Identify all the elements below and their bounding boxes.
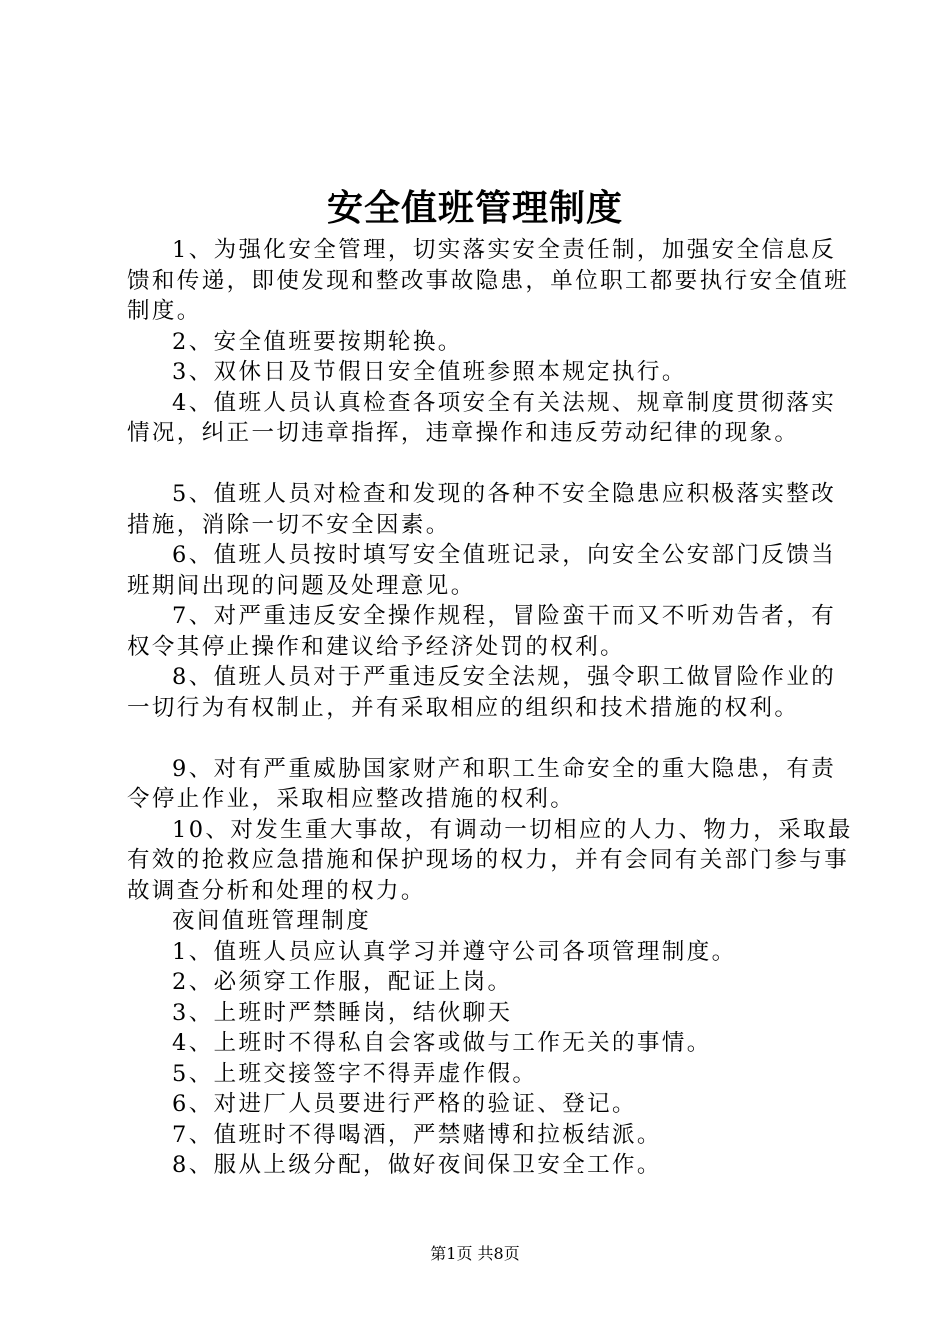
paragraph: 3、上班时严禁睡岗，结伙聊天: [172, 999, 513, 1026]
paragraph: 7、值班时不得喝酒，严禁赌博和拉板结派。: [172, 1121, 662, 1148]
paragraph: 3、双休日及节假日安全值班参照本规定执行。: [172, 359, 687, 385]
page-footer: 第1页 共8页: [430, 1244, 520, 1263]
paragraph: 10、对发生重大事故，有调动一切相应的人力、物力，采取最有效的抢救应急措施和保护现场的权力，并有会同有关部门参与事故调查分析和处理的权力。: [127, 816, 853, 904]
document-title: 安全值班管理制度: [326, 187, 623, 229]
paragraph: 1、为强化安全管理，切实落实安全责任制，加强安全信息反馈和传递，即使发现和整改事故隐患，单位职工都要执行安全值班制度。: [127, 237, 850, 324]
paragraph: 9、对有严重威胁国家财产和职工生命安全的重大隐患，有责令停止作业，采取相应整改措施的权利。: [127, 755, 837, 812]
paragraph: 4、上班时不得私自会客或做与工作无关的事情。: [172, 1030, 712, 1056]
paragraph: 1、值班人员应认真学习并遵守公司各项管理制度。: [172, 938, 737, 965]
paragraph: 2、必须穿工作服，配证上岗。: [172, 969, 513, 995]
paragraph: 6、值班人员按时填写安全值班记录，向安全公安部门反馈当班期间出现的问题及处理意见。: [127, 542, 837, 599]
paragraph: 4、值班人员认真检查各项安全有关法规、规章制度贯彻落实情况，纠正一切违章指挥，违章操作和违反劳动纪律的现象。: [127, 389, 837, 446]
paragraph: 2、安全值班要按期轮换。: [172, 328, 463, 355]
paragraph: 5、值班人员对检查和发现的各种不安全隐患应积极落实整改措施，消除一切不安全因素。: [127, 481, 837, 538]
paragraph: 7、对严重违反安全操作规程，冒险蛮干而又不听劝告者，有权令其停止操作和建议给予经济处罚的权利。: [127, 603, 837, 660]
document-body: [127, 235, 857, 1181]
paragraph: 8、值班人员对于严重违反安全法规，强令职工做冒险作业的一切行为有权制止，并有采取相应的组织和技术措施的权利。: [127, 664, 837, 721]
section-heading: 夜间值班管理制度: [172, 908, 372, 934]
paragraph: 8、服从上级分配，做好夜间保卫安全工作。: [172, 1152, 662, 1178]
paragraph: 5、上班交接签字不得弄虚作假。: [172, 1060, 538, 1087]
paragraph: 6、对进厂人员要进行严格的验证、登记。: [172, 1091, 637, 1117]
